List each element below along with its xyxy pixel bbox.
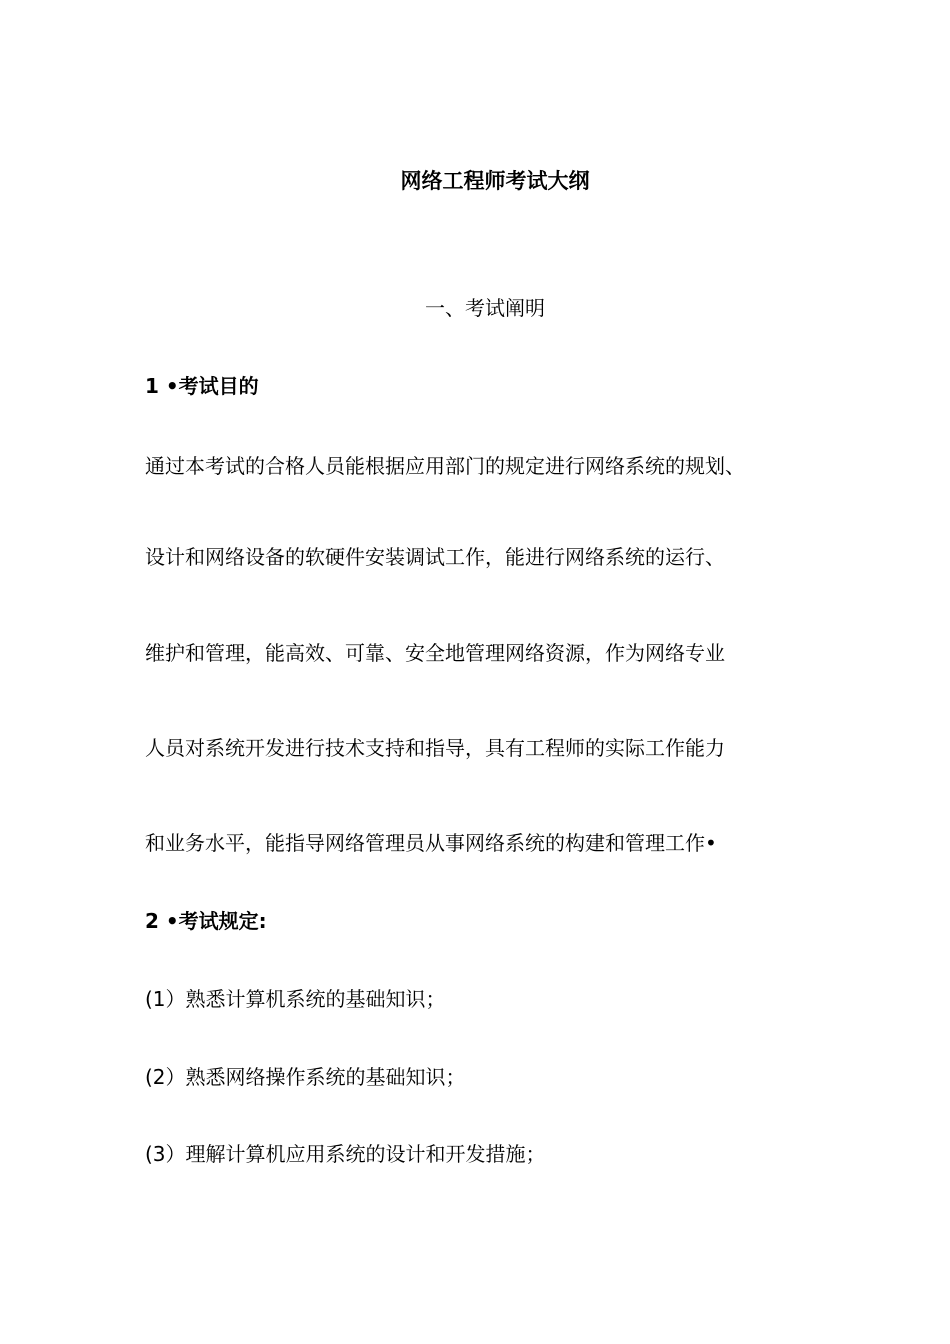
heading-exam-purpose: 1 •考试目的 xyxy=(145,374,259,398)
purpose-line: 维护和管理，能高效、可靠、安全地管理网络资源，作为网络专业 xyxy=(145,641,725,665)
heading-exam-requirements: 2 •考试规定: xyxy=(145,909,267,933)
document-title: 网络工程师考试大纲 xyxy=(400,169,590,193)
purpose-line: 人员对系统开发进行技术支持和指导，具有工程师的实际工作能力 xyxy=(145,736,725,760)
requirement-item: (3）理解计算机应用系统的设计和开发措施； xyxy=(145,1142,546,1166)
purpose-line: 设计和网络设备的软硬件安装调试工作，能进行网络系统的运行、 xyxy=(145,545,725,569)
requirement-item: (1）熟悉计算机系统的基础知识； xyxy=(145,987,446,1011)
requirement-item: (2）熟悉网络操作系统的基础知识； xyxy=(145,1065,466,1089)
purpose-line: 和业务水平，能指导网络管理员从事网络系统的构建和管理工作• xyxy=(145,831,717,855)
purpose-line: 通过本考试的合格人员能根据应用部门的规定进行网络系统的规划、 xyxy=(145,454,745,478)
section-heading: 一、考试阐明 xyxy=(425,296,545,320)
